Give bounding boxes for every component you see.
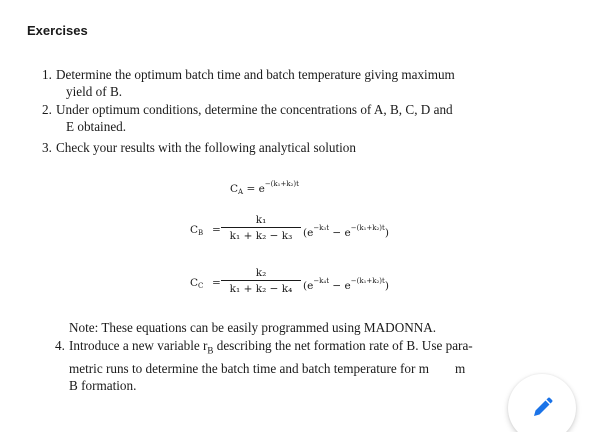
exercise-text-line: Check your results with the following analytical solution	[56, 140, 356, 155]
exercise-text-line: Under optimum conditions, determine the concentrations of A, B, C, D and	[56, 102, 453, 117]
fraction-cb: k₁ k₁ + k₂ − k₃	[221, 214, 301, 242]
exercise-item-3	[42, 139, 576, 156]
exercise-number: 2.	[42, 102, 52, 117]
exercise-text-line: metric runs to determine the batch time and batch temperature for m m	[69, 360, 466, 376]
exercise-text-line: E obtained.	[66, 119, 127, 134]
pencil-icon	[530, 396, 554, 420]
exercise-text-line: yield of B.	[66, 84, 123, 99]
equation-ca: $C_A = e^{-(k_1+k_2)t}$	[230, 180, 299, 196]
fraction-bar	[221, 227, 301, 228]
exercise-number: 1.	[42, 67, 52, 82]
exercise-text-line: Determine the optimum batch time and batch temperature giving maximum	[56, 67, 455, 82]
equation-cc: $C_C$ = k₂ k₁ + k₂ − k₄ $(e^{-k_4t} - e^{-(k_1+k_2)t})$	[190, 267, 389, 295]
exercise-item-1	[42, 66, 576, 100]
exercise-number: 3.	[42, 140, 52, 155]
fraction-bar	[221, 280, 301, 281]
note-text: Note: These equations can be easily programmed using MADONNA.	[69, 320, 437, 335]
exercise-number: 4.	[55, 338, 65, 353]
exercise-text-line: Introduce a new variable $r_B$ describing the net formation rate of B. Use para-	[69, 338, 473, 356]
exercise-item-2	[42, 101, 576, 135]
fraction-cc: k₂ k₁ + k₂ − k₄	[221, 267, 301, 295]
exercises-heading: Exercises	[27, 23, 88, 38]
exercise-item-4	[55, 337, 569, 394]
equation-cb: $C_B$ = k₁ k₁ + k₂ − k₃ $(e^{-k_3t} - e^{-(k_1+k_2)t})$	[190, 214, 389, 242]
exercise-text-line: B formation.	[69, 377, 137, 393]
